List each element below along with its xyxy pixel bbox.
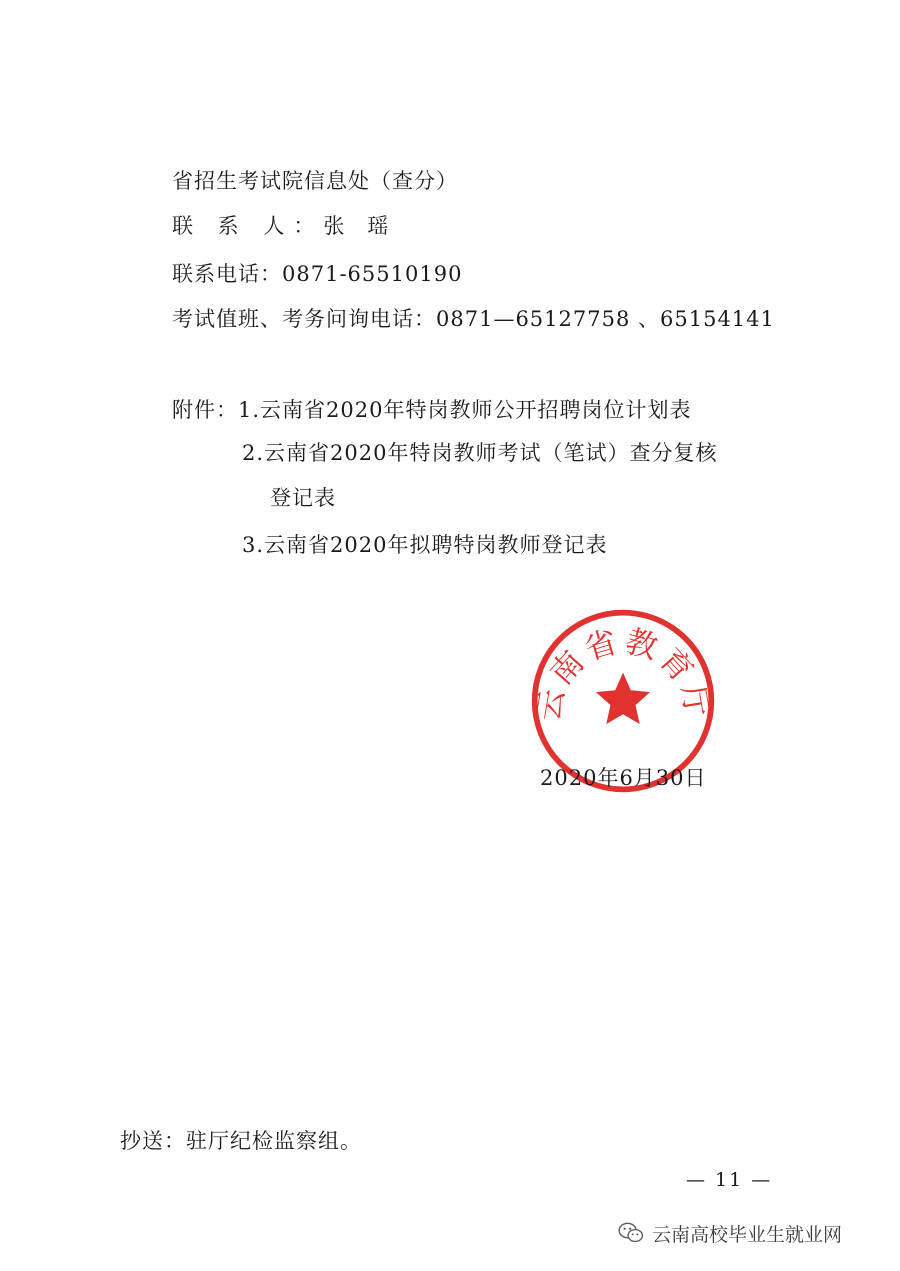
contact-person-label: 联 系 人： [172,214,324,238]
page-number: — 11 — [686,1169,773,1191]
attachment-item-2: 2.云南省2020年特岗教师考试（笔试）查分复核 [242,441,718,465]
contact-office: 省招生考试院信息处（查分） [172,169,458,193]
watermark-text: 云南高校毕业生就业网 [652,1223,843,1246]
wechat-icon [618,1222,644,1244]
contact-person-name: 张 瑶 [323,214,390,238]
seal-text: 云南省教育厅 [530,623,716,724]
duty-phone: 考试值班、考务问询电话：0871—65127758 、65154141 [172,307,775,331]
watermark [618,1220,842,1246]
attachments-label: 附件： [172,398,238,422]
seal-star-icon [596,673,650,725]
cc-line: 抄送：驻厅纪检监察组。 [120,1129,362,1153]
attachment-item-2-cont: 登记表 [270,486,336,510]
attachment-item-1 [172,400,691,421]
attachment-item-3: 3.云南省2020年拟聘特岗教师登记表 [242,533,608,557]
contact-phone: 联系电话：0871-65510190 [172,262,463,286]
issue-date: 2020年6月30日 [540,766,707,790]
attachment-item-1-text: 1.云南省2020年特岗教师公开招聘岗位计划表 [238,398,692,422]
contact-person [172,216,389,237]
